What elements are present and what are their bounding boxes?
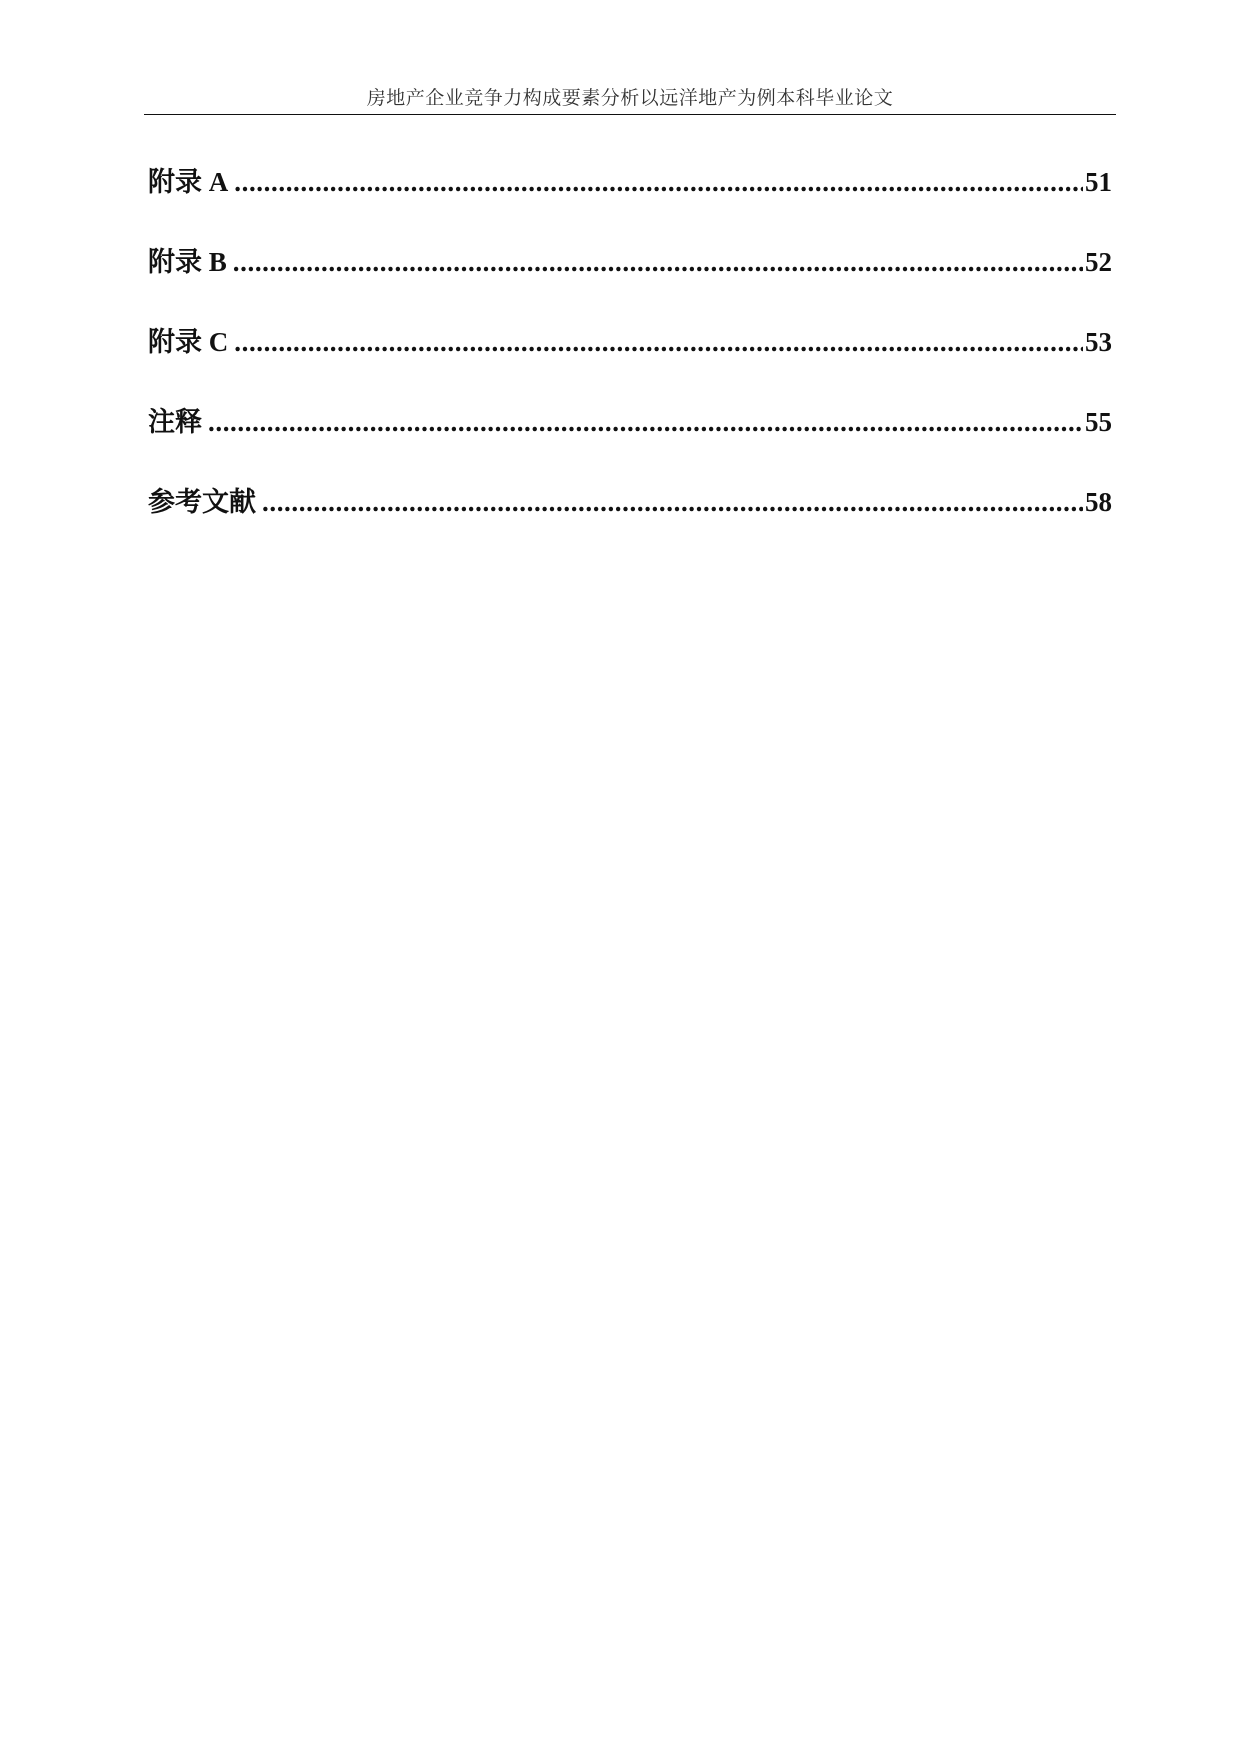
toc-dot-leader [233,240,1083,284]
toc-entry-title: 参考文献 [148,487,256,517]
header-rule [144,114,1116,115]
toc-entry-title: 注释 [148,407,202,437]
toc-dot-leader [234,160,1083,204]
running-header: 房地产企业竞争力构成要素分析以远洋地产为例本科毕业论文 [366,88,894,109]
toc-page-number: 52 [1085,247,1112,277]
toc-entry-appendix-c[interactable] [148,320,1112,400]
toc-entry-title: 附录 B [148,247,227,277]
toc-page-number: 53 [1085,327,1112,357]
toc-entry-appendix-a[interactable] [148,160,1112,240]
toc-page-number: 55 [1085,407,1112,437]
toc-entry-appendix-b[interactable] [148,240,1112,320]
toc-page-number: 58 [1085,487,1112,517]
toc-entry-title: 附录 A [148,167,229,197]
toc-dot-leader [208,400,1083,444]
toc-entry-references[interactable] [148,480,1112,560]
toc-page-number: 51 [1085,167,1112,197]
toc-entry-title: 附录 C [148,327,229,357]
toc-dot-leader [262,480,1083,524]
toc-dot-leader [234,320,1083,364]
table-of-contents [148,160,1112,560]
toc-entry-notes[interactable] [148,400,1112,480]
